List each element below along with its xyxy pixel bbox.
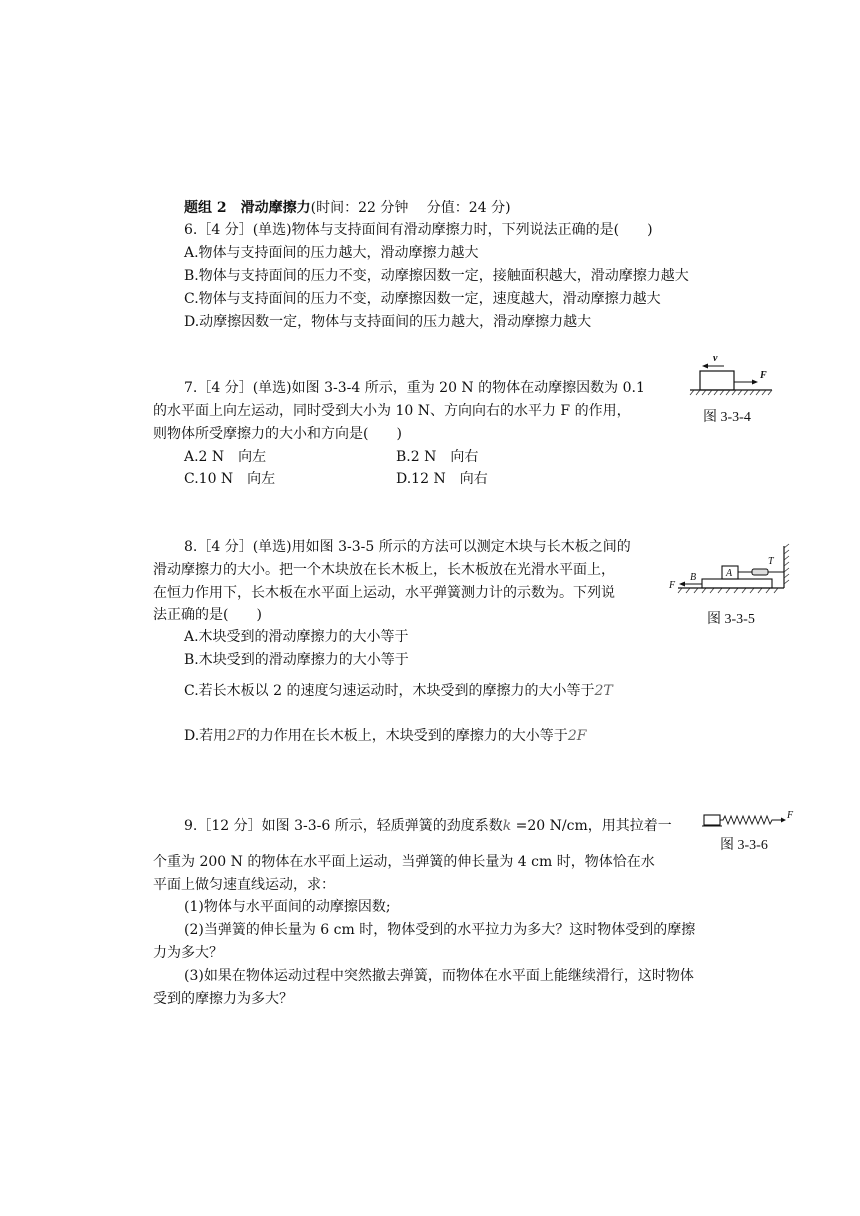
figure-3-3-6-caption: 图 3-3-6 bbox=[720, 838, 768, 853]
q8-option-c-math: 2T bbox=[594, 683, 613, 699]
pull-arrowhead bbox=[679, 582, 685, 587]
q8-option-d-mid: 的力作用在长木板上，木块受到的摩擦力的大小等于 bbox=[245, 728, 568, 744]
q9-part-2: (2)当弹簧的伸长量为 6 cm 时，物体受到的水平拉力为多大？这时物体受到的摩擦 bbox=[184, 922, 696, 938]
fig4-force-label: F bbox=[760, 370, 767, 381]
group-title bbox=[184, 198, 511, 218]
velocity-arrowhead bbox=[702, 364, 708, 369]
q9-part-3: (3)如果在物体运动过程中突然撤去弹簧，而物体在水平面上能继续滑行，这时物体 bbox=[184, 968, 694, 984]
figure-3-3-4 bbox=[690, 352, 780, 397]
figure-3-3-4-caption: 图 3-3-4 bbox=[703, 410, 751, 425]
force-arrowhead bbox=[752, 380, 758, 385]
q6-option-a: A.物体与支持面间的压力越大，滑动摩擦力越大 bbox=[184, 245, 479, 261]
block bbox=[700, 371, 734, 390]
spring-scale bbox=[752, 569, 768, 575]
q6-option-b: B.物体与支持面间的压力不变，动摩擦因数一定，接触面积越大，滑动摩擦力越大 bbox=[184, 268, 689, 284]
q6-stem: 6.［4 分］(单选)物体与支持面间有滑动摩擦力时，下列说法正确的是( ) bbox=[184, 222, 653, 238]
fig6-force-label: F bbox=[787, 810, 794, 821]
q8-option-c bbox=[184, 681, 613, 701]
spring bbox=[720, 816, 776, 824]
q9-line-1 bbox=[184, 816, 672, 836]
q8-line-4: 法正确的是( ) bbox=[153, 607, 262, 623]
q7-line-1: 7.［4 分］(单选)如图 3-3-4 所示，重为 20 N 的物体在动摩擦因数为 0.1 bbox=[184, 380, 645, 396]
q9-part-2-cont: 力为多大？ bbox=[153, 945, 223, 961]
ground-hatch bbox=[690, 390, 772, 395]
fig5-label-a: A bbox=[726, 568, 733, 579]
q6-option-d: D.动摩擦因数一定，物体与支持面间的压力越大，滑动摩擦力越大 bbox=[184, 314, 592, 330]
q9-k-symbol: k bbox=[502, 818, 512, 834]
q8-line-3: 在恒力作用下，长木板在水平面上运动，水平弹簧测力计的示数为。下列说 bbox=[153, 585, 615, 601]
q7-line-2: 的水平面上向左运动，同时受到大小为 10 N、方向向右的水平力 F 的作用， bbox=[153, 403, 631, 419]
q9-line-1-pre: 9.［12 分］如图 3-3-6 所示，轻质弹簧的劲度系数 bbox=[184, 818, 503, 834]
q7-option-b: B.2 N 向右 bbox=[396, 449, 479, 465]
q7-option-c: C.10 N 向左 bbox=[184, 471, 276, 487]
figure-3-3-5-caption: 图 3-3-5 bbox=[707, 612, 755, 627]
q8-option-d-math-2: 2F bbox=[567, 728, 587, 744]
q7-option-d: D.12 N 向右 bbox=[396, 471, 488, 487]
q9-line-3: 平面上做匀速直线运动，求： bbox=[153, 877, 335, 893]
board-b bbox=[702, 579, 772, 588]
q7-line-3: 则物体所受摩擦力的大小和方向是( ) bbox=[153, 426, 402, 442]
q9-line-1-post: =20 N/cm，用其拉着一 bbox=[511, 818, 672, 834]
q8-line-1: 8.［4 分］(单选)用如图 3-3-5 所示的方法可以测定木块与长木板之间的 bbox=[184, 539, 631, 555]
q8-option-a: A.木块受到的滑动摩擦力的大小等于 bbox=[184, 629, 409, 645]
object-block bbox=[704, 815, 720, 825]
fig5-label-f: F bbox=[669, 580, 676, 591]
q8-option-d bbox=[184, 726, 586, 746]
spring-force-arrowhead bbox=[781, 818, 786, 823]
fig4-velocity-label: v bbox=[713, 353, 718, 364]
q9-line-2: 个重为 200 N 的物体在水平面上运动，当弹簧的伸长量为 4 cm 时，物体恰在水 bbox=[153, 854, 655, 870]
figure-3-3-6 bbox=[702, 810, 794, 830]
fig5-label-t: T bbox=[768, 556, 774, 567]
group-title-bold: 题组 2 滑动摩擦力 bbox=[184, 200, 311, 216]
q9-part-1: (1)物体与水平面间的动摩擦因数; bbox=[184, 899, 391, 915]
q8-option-d-math-1: 2F bbox=[227, 728, 246, 744]
q6-option-c: C.物体与支持面间的压力不变，动摩擦因数一定，速度越大，滑动摩擦力越大 bbox=[184, 291, 661, 307]
figure-3-3-5 bbox=[668, 544, 792, 594]
q8-option-d-pre: D.若用 bbox=[184, 728, 228, 744]
q8-line-2: 滑动摩擦力的大小。把一个木块放在长木板上，长木板放在光滑水平面上， bbox=[153, 562, 615, 578]
floor-hatch bbox=[678, 588, 778, 593]
q8-option-c-text: C.若长木板以 2 的速度匀速运动时，木块受到的摩擦力的大小等于 bbox=[184, 683, 595, 699]
group-title-info: (时间：22 分钟 分值：24 分) bbox=[310, 200, 511, 216]
fig5-label-b: B bbox=[690, 572, 697, 583]
wall-hatch bbox=[784, 544, 789, 584]
q8-option-b: B.木块受到的滑动摩擦力的大小等于 bbox=[184, 652, 409, 668]
q7-option-a: A.2 N 向左 bbox=[184, 449, 267, 465]
q9-part-3-cont: 受到的摩擦力为多大？ bbox=[153, 991, 293, 1007]
